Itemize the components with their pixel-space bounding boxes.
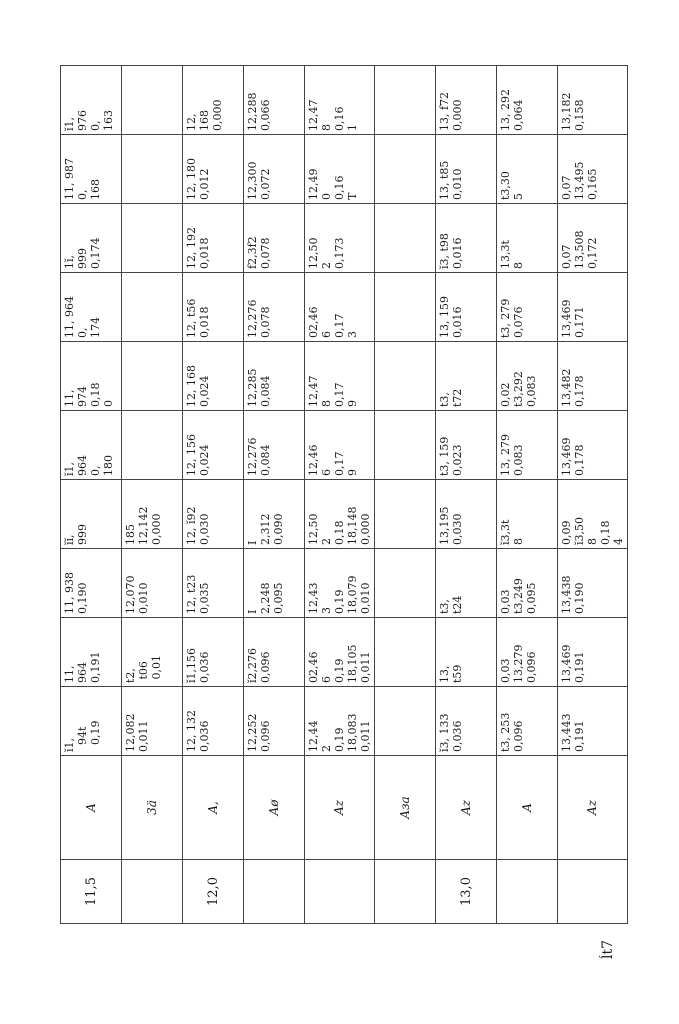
table-cell: ĭ3,3t 8 [497,480,558,549]
row-group-label: 11,5 [61,860,122,924]
table-cell: ĭ3, 133 0,036 [436,687,497,756]
table-cell: ĭ2,276 0,096 [244,618,305,687]
table-cell: ĭ3, t98 0,016 [436,204,497,273]
table-cell: 12, 168 0,000 [183,66,244,135]
table-cell: 13,482 0,178 [558,342,628,411]
table-cell: 13,469 0,178 [558,411,628,480]
table-cell: 13, t85 0,010 [436,135,497,204]
table-cell: t2, t06 0,01 [122,618,183,687]
table-cell [375,687,436,756]
table-cell: 0,03 t3,249 0,095 [497,549,558,618]
table-cell: ĭ1, 964 0, 180 [61,411,122,480]
table-cell: 12, 156 0,024 [183,411,244,480]
row-group-label [497,860,558,924]
table-cell: 12,43 3 0,19 18,079 0,010 [305,549,375,618]
table-cell: 13,469 0,171 [558,273,628,342]
table-row [122,66,183,924]
table-cell: 12,288 0,066 [244,66,305,135]
table-cell: 13, 279 0,083 [497,411,558,480]
table-cell: 12, 180 0,012 [183,135,244,204]
page-number: ĺt7 [600,939,616,959]
row-group-label: 12,0 [183,860,244,924]
row-symbol: Az [558,756,628,860]
table-row [305,66,375,924]
table-cell [375,273,436,342]
table-cell [122,135,183,204]
row-symbol: 3ä [122,756,183,860]
row-group-label [122,860,183,924]
table-cell: 12,47 8 0,16 1 [305,66,375,135]
table-cell [122,66,183,135]
table-cell: t3, 253 0,096 [497,687,558,756]
table-cell: 13,3t 8 [497,204,558,273]
table-cell: t3, t24 [436,549,497,618]
table-cell: 13,182 0,158 [558,66,628,135]
table-cell: 12,276 0,078 [244,273,305,342]
table-cell: I 2,312 0,090 [244,480,305,549]
table-cell: 13, t59 [436,618,497,687]
table-cell: t3, 159 0,023 [436,411,497,480]
table-cell: t3, 279 0,076 [497,273,558,342]
table-cell [375,480,436,549]
table-cell [375,204,436,273]
table-cell: 02,46 6 0,17 3 [305,273,375,342]
table-cell: 0,09 ĭ3,50 8 0,18 4 [558,480,628,549]
row-symbol: Az [436,756,497,860]
table-cell: 12,082 0,011 [122,687,183,756]
table-cell: 12,070 0,010 [122,549,183,618]
table-cell: ĭ1, 94t 0,19 [61,687,122,756]
table-cell: 12,47 8 0,17 9 [305,342,375,411]
table-cell: t3,30 5 [497,135,558,204]
table-cell: 12,44 2 0,19 18,083 0,011 [305,687,375,756]
row-group-label [558,860,628,924]
table-cell: ĭĭ, 999 [61,480,122,549]
table-cell: 11, 987 0, 168 [61,135,122,204]
table-cell: 12,50 2 0,18 18,148 0,000 [305,480,375,549]
table-cell: 11, 974 0,18 0 [61,342,122,411]
table-row [183,66,244,924]
row-group-label: 13,0 [436,860,497,924]
table-row [497,66,558,924]
table-cell: ĭ1, 976 0, 163 [61,66,122,135]
table-cell: 12, 168 0,024 [183,342,244,411]
row-symbol: A [497,756,558,860]
table-cell: 11, 964 0,191 [61,618,122,687]
row-symbol: Aзa [375,756,436,860]
table-cell: 13, f72 0,000 [436,66,497,135]
table-row [244,66,305,924]
table-cell: 02,46 6 0,19 18,105 0,011 [305,618,375,687]
row-group-label [375,860,436,924]
table-cell: 0,07 13,495 0,165 [558,135,628,204]
table-cell: 13,469 0,191 [558,618,628,687]
row-symbol: Az [305,756,375,860]
table-cell: 185 12,142 0,000 [122,480,183,549]
table-cell [375,549,436,618]
table-cell: 12, t23 0,035 [183,549,244,618]
table-cell: 12,276 0,084 [244,411,305,480]
table-cell [375,618,436,687]
table-cell: 13,195 0,030 [436,480,497,549]
table-cell: 12,49 0 0,16 T [305,135,375,204]
table-cell [122,273,183,342]
table-cell: 0,07 13,508 0,172 [558,204,628,273]
table-cell: 0,02 t3,292 0,083 [497,342,558,411]
table-cell: 13, 292 0,064 [497,66,558,135]
table-cell: 12, 132 0,036 [183,687,244,756]
table-cell [122,204,183,273]
table-cell: 1ĭ, 999 0,174 [61,204,122,273]
table-cell [122,342,183,411]
table-row [375,66,436,924]
table-cell: 12, 192 0,018 [183,204,244,273]
table-cell: f2,3f2 0,078 [244,204,305,273]
row-group-label [244,860,305,924]
table-cell [122,411,183,480]
table-cell [375,411,436,480]
table-cell: 11, 938 0,190 [61,549,122,618]
table-cell: t3, t72 [436,342,497,411]
table-cell: 0,03 13,279 0,096 [497,618,558,687]
table-cell: I 2,248 0,095 [244,549,305,618]
table-cell: 12,252 0,096 [244,687,305,756]
table-cell: 12,285 0,084 [244,342,305,411]
table-row [61,66,122,924]
table-row [558,66,628,924]
table-cell: 12,46 6 0,17 9 [305,411,375,480]
row-symbol: A, [183,756,244,860]
table-cell: 12,300 0,072 [244,135,305,204]
table-cell [375,342,436,411]
table-cell: 12,50 2 0,173 [305,204,375,273]
row-symbol: Aø [244,756,305,860]
table-row [436,66,497,924]
table-cell [375,66,436,135]
table-cell: 11, 964 0, 174 [61,273,122,342]
table-cell: 12, t56 0,018 [183,273,244,342]
data-table [60,65,628,924]
table-cell: 12, ĭ92 0,030 [183,480,244,549]
table-cell: 13,443 0,191 [558,687,628,756]
table-cell: 13,438 0,190 [558,549,628,618]
table-cell [375,135,436,204]
row-symbol: A [61,756,122,860]
table-cell: ĭ1,156 0,036 [183,618,244,687]
table-cell: 13, 159 0,016 [436,273,497,342]
row-group-label [305,860,375,924]
